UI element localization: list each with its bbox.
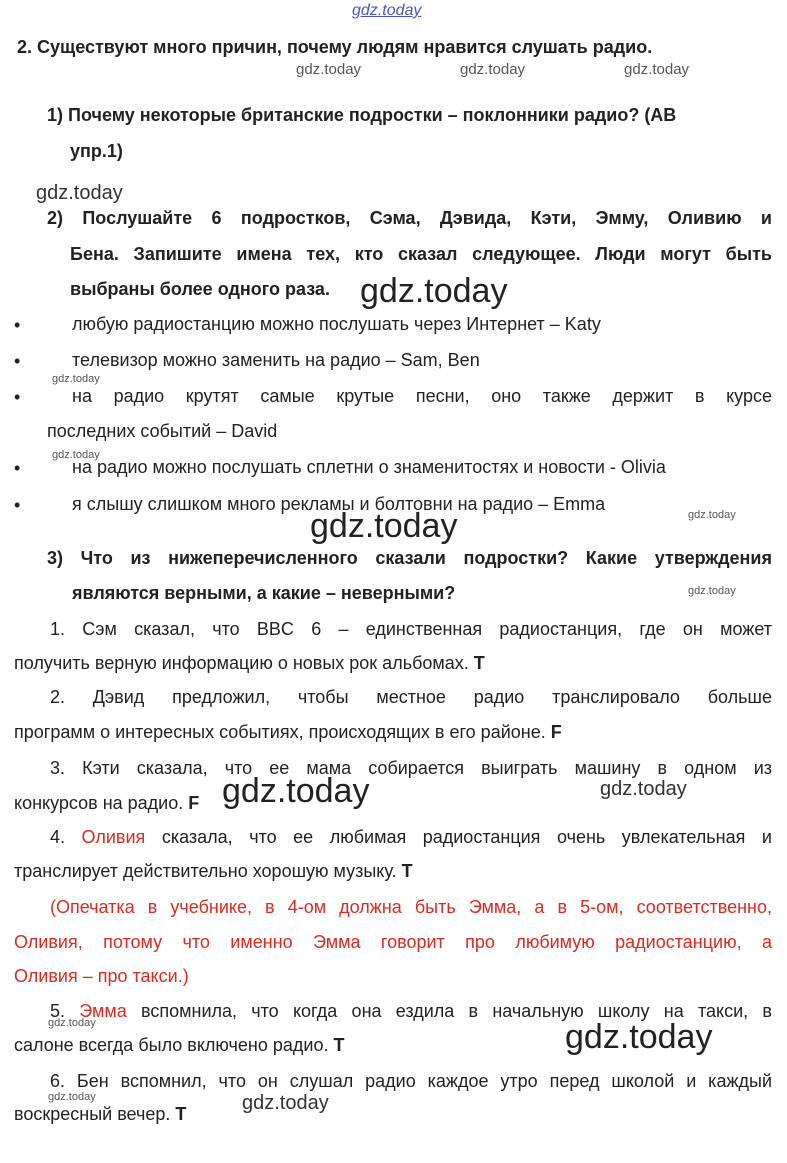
answer-3-line: 3. Кэти сказала, что ее мама собирается выиграть машину в одном из [50,758,772,778]
bullet-item: на радио можно послушать сплетни о знаменитостях и новости - Olivia [72,457,666,477]
answer-5-line: салоне всегда было включено радио. T [14,1035,345,1055]
question-1-line: 1) Почему некоторые британские подростки – поклонники радио? (AB [47,105,677,125]
bullet-icon: • [14,495,21,515]
answer-1-line: 1. Сэм сказал, что BBC 6 – единственная радиостанция, где он может [50,619,772,639]
watermark: gdz.today [48,1091,96,1103]
question-3-line: 3) Что из нижеперечисленного сказали подростки? Какие утверждения [47,548,772,568]
answer-1-line: получить верную информацию о новых рок альбомах. T [14,653,485,673]
correction-note-line: Оливия, потому что именно Эмма говорит про любимую радиостанцию, а [14,932,772,952]
correction-note-line: Оливия – про такси.) [14,966,189,986]
watermark: gdz.today [600,778,687,800]
bullet-item: телевизор можно заменить на радио – Sam, Ben [72,350,480,370]
answer-mark: T [175,1104,187,1124]
correction-note-line: (Опечатка в учебнике, в 4-ом должна быть Эмма, а в 5-ом, соответственно, [50,897,772,917]
answer-2-line: программ о интересных событиях, происходящих в его районе. F [14,722,562,742]
bullet-icon: • [14,458,21,478]
watermark-large: gdz.today [310,507,458,545]
watermark-top: gdz.today [352,2,422,19]
answer-4-line: транслирует действительно хорошую музыку. T [14,861,413,881]
bullet-item: на радио крутят самые крутые песни, оно также держит в курсе [72,386,772,406]
answer-3-line: конкурсов на радио. F [14,793,200,813]
answer-mark: T [473,653,485,673]
watermark: gdz.today [36,182,123,204]
answer-4-line: 4. Оливия сказала, что ее любимая радиостанция очень увлекательная и [50,827,772,847]
watermark: gdz.today [52,373,100,385]
watermark: gdz.today [460,61,526,78]
answer-2-line: 2. Дэвид предложил, чтобы местное радио транслировало больше [50,687,772,707]
watermark: gdz.today [52,449,100,461]
answer-mark: F [550,722,562,742]
bullet-item: любую радиостанцию можно послушать через Интернет – Katy [72,314,601,334]
watermark: gdz.today [296,61,362,78]
watermark-large: gdz.today [360,272,508,310]
question-1-line: упр.1) [70,141,123,161]
answer-mark: T [401,861,413,881]
watermark: gdz.today [688,585,736,597]
question-2-line: 2) Послушайте 6 подростков, Сэма, Дэвида, Кэти, Эмму, Оливию и [47,208,772,228]
answer-5-line: 5. Эмма вспомнила, что когда она ездила в начальную школу на такси, в [50,1001,772,1021]
answer-mark: T [333,1035,345,1055]
task-heading: 2. Существуют много причин, почему людям нравится слушать радио. [17,37,653,57]
highlighted-name: Оливия [81,827,146,847]
highlighted-name: Эмма [79,1001,127,1021]
bullet-item: я слышу слишком много рекламы и болтовни на радио – Emma [72,494,606,514]
watermark-large: gdz.today [222,772,370,810]
answer-6-line: 6. Бен вспомнил, что он слушал радио каждое утро перед школой и каждый [50,1071,772,1091]
watermark: gdz.today [242,1092,329,1114]
watermark: gdz.today [624,61,690,78]
bullet-icon: • [14,351,21,371]
answer-mark: F [188,793,200,813]
question-2-line: Бена. Запишите имена тех, кто сказал следующее. Люди могут быть [70,244,772,264]
answer-6-line: воскресный вечер. T [14,1104,187,1124]
bullet-item-continuation: последних событий – David [47,421,278,441]
bullet-icon: • [14,387,21,407]
question-3-line: являются верными, а какие – неверными? [72,583,456,603]
question-2-line: выбраны более одного раза. [70,279,330,299]
bullet-icon: • [14,315,21,335]
watermark-large: gdz.today [565,1018,713,1056]
watermark: gdz.today [48,1017,96,1029]
watermark: gdz.today [688,509,736,521]
